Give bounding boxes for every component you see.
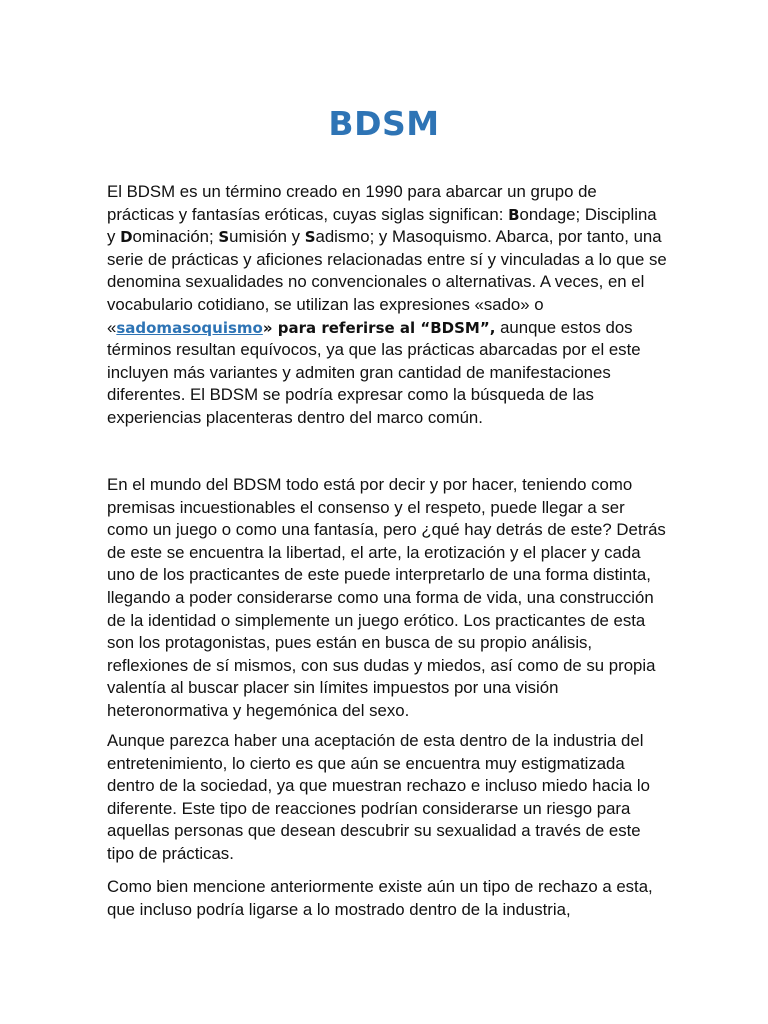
acronym-letter-s2: S [304,228,316,247]
acronym-letter-d: D [120,228,133,247]
sadomasoquismo-link[interactable]: sadomasoquismo [116,318,263,337]
p1-text-4: umisión y [229,227,305,247]
paragraph-2 [107,474,667,723]
acronym-letter-s1: S [218,228,230,247]
p1-text-2: ondage; Disciplina y [107,204,657,247]
paragraph-4-text: Como bien mencione anteriormente existe aún un tipo de rechazo a esta, que incluso podría ligarse a lo mostrado dentro de la industria, [107,877,653,919]
document-title: BDSM [328,104,440,143]
paragraph-3-text: Aunque parezca haber una aceptación de esta dentro de la industria del entretenimiento, lo cierto es que aún se encuentra muy estigmatizada dentro de la sociedad, ya que muestran rechazo e incluso miedo hacia lo diferente. Este tipo de reacciones podrían considerarse un riesgo para aquellas personas que desean descubrir su sexualidad a través de este tipo de prácticas. [107,731,650,863]
p1-text-6: aunque estos dos términos resultan equívocos, ya que las prácticas abarcadas por el este incluyen más variantes y admiten gran cantidad de manifestaciones diferentes. El BDSM se podría expresar como la búsqueda de las experiencias placenteras dentro del marco común. [107,317,641,427]
paragraph-4 [107,876,667,921]
acronym-letter-b: B [508,205,520,224]
p1-text-5: adismo; y Masoquismo. Abarca, por tanto, una serie de prácticas y aficiones relacionadas entre sí y vinculadas a lo que se denomina sexualidades no convencionales o alternativas. A veces, en el vocabulario cotidiano, se utilizan las expresiones «sado» o « [107,227,667,337]
p1-text-3: ominación; [132,227,219,247]
paragraph-2-text: En el mundo del BDSM todo está por decir y por hacer, teniendo como premisas incuestionables el consenso y el respeto, puede llegar a ser como un juego o como una fantasía, pero ¿qué hay detrás de este? Detrás de este se encuentra la libertad, el arte, la erotización y el placer y cada uno de los practicantes de este puede interpretarlo de una forma distinta, llegando a poder considerarse como una forma de vida, una construcción de la identidad o simplemente un juego erótico. Los practicantes de esta son los protagonistas, pues están en busca de su propio análisis, reflexiones de sí mismos, con sus dudas y miedos, así como de su propia valentía al buscar placer sin límites impuestos por una visión heteronormativa y hegemónica del sexo. [107,475,666,720]
p1-text-1: El BDSM es un término creado en 1990 para abarcar un grupo de prácticas y fantasías eróticas, cuyas siglas significan: [107,182,597,224]
paragraph-1 [107,181,667,430]
paragraph-3 [107,730,667,866]
bdsm-reference-bold: » para referirse al “BDSM”, [262,318,496,337]
